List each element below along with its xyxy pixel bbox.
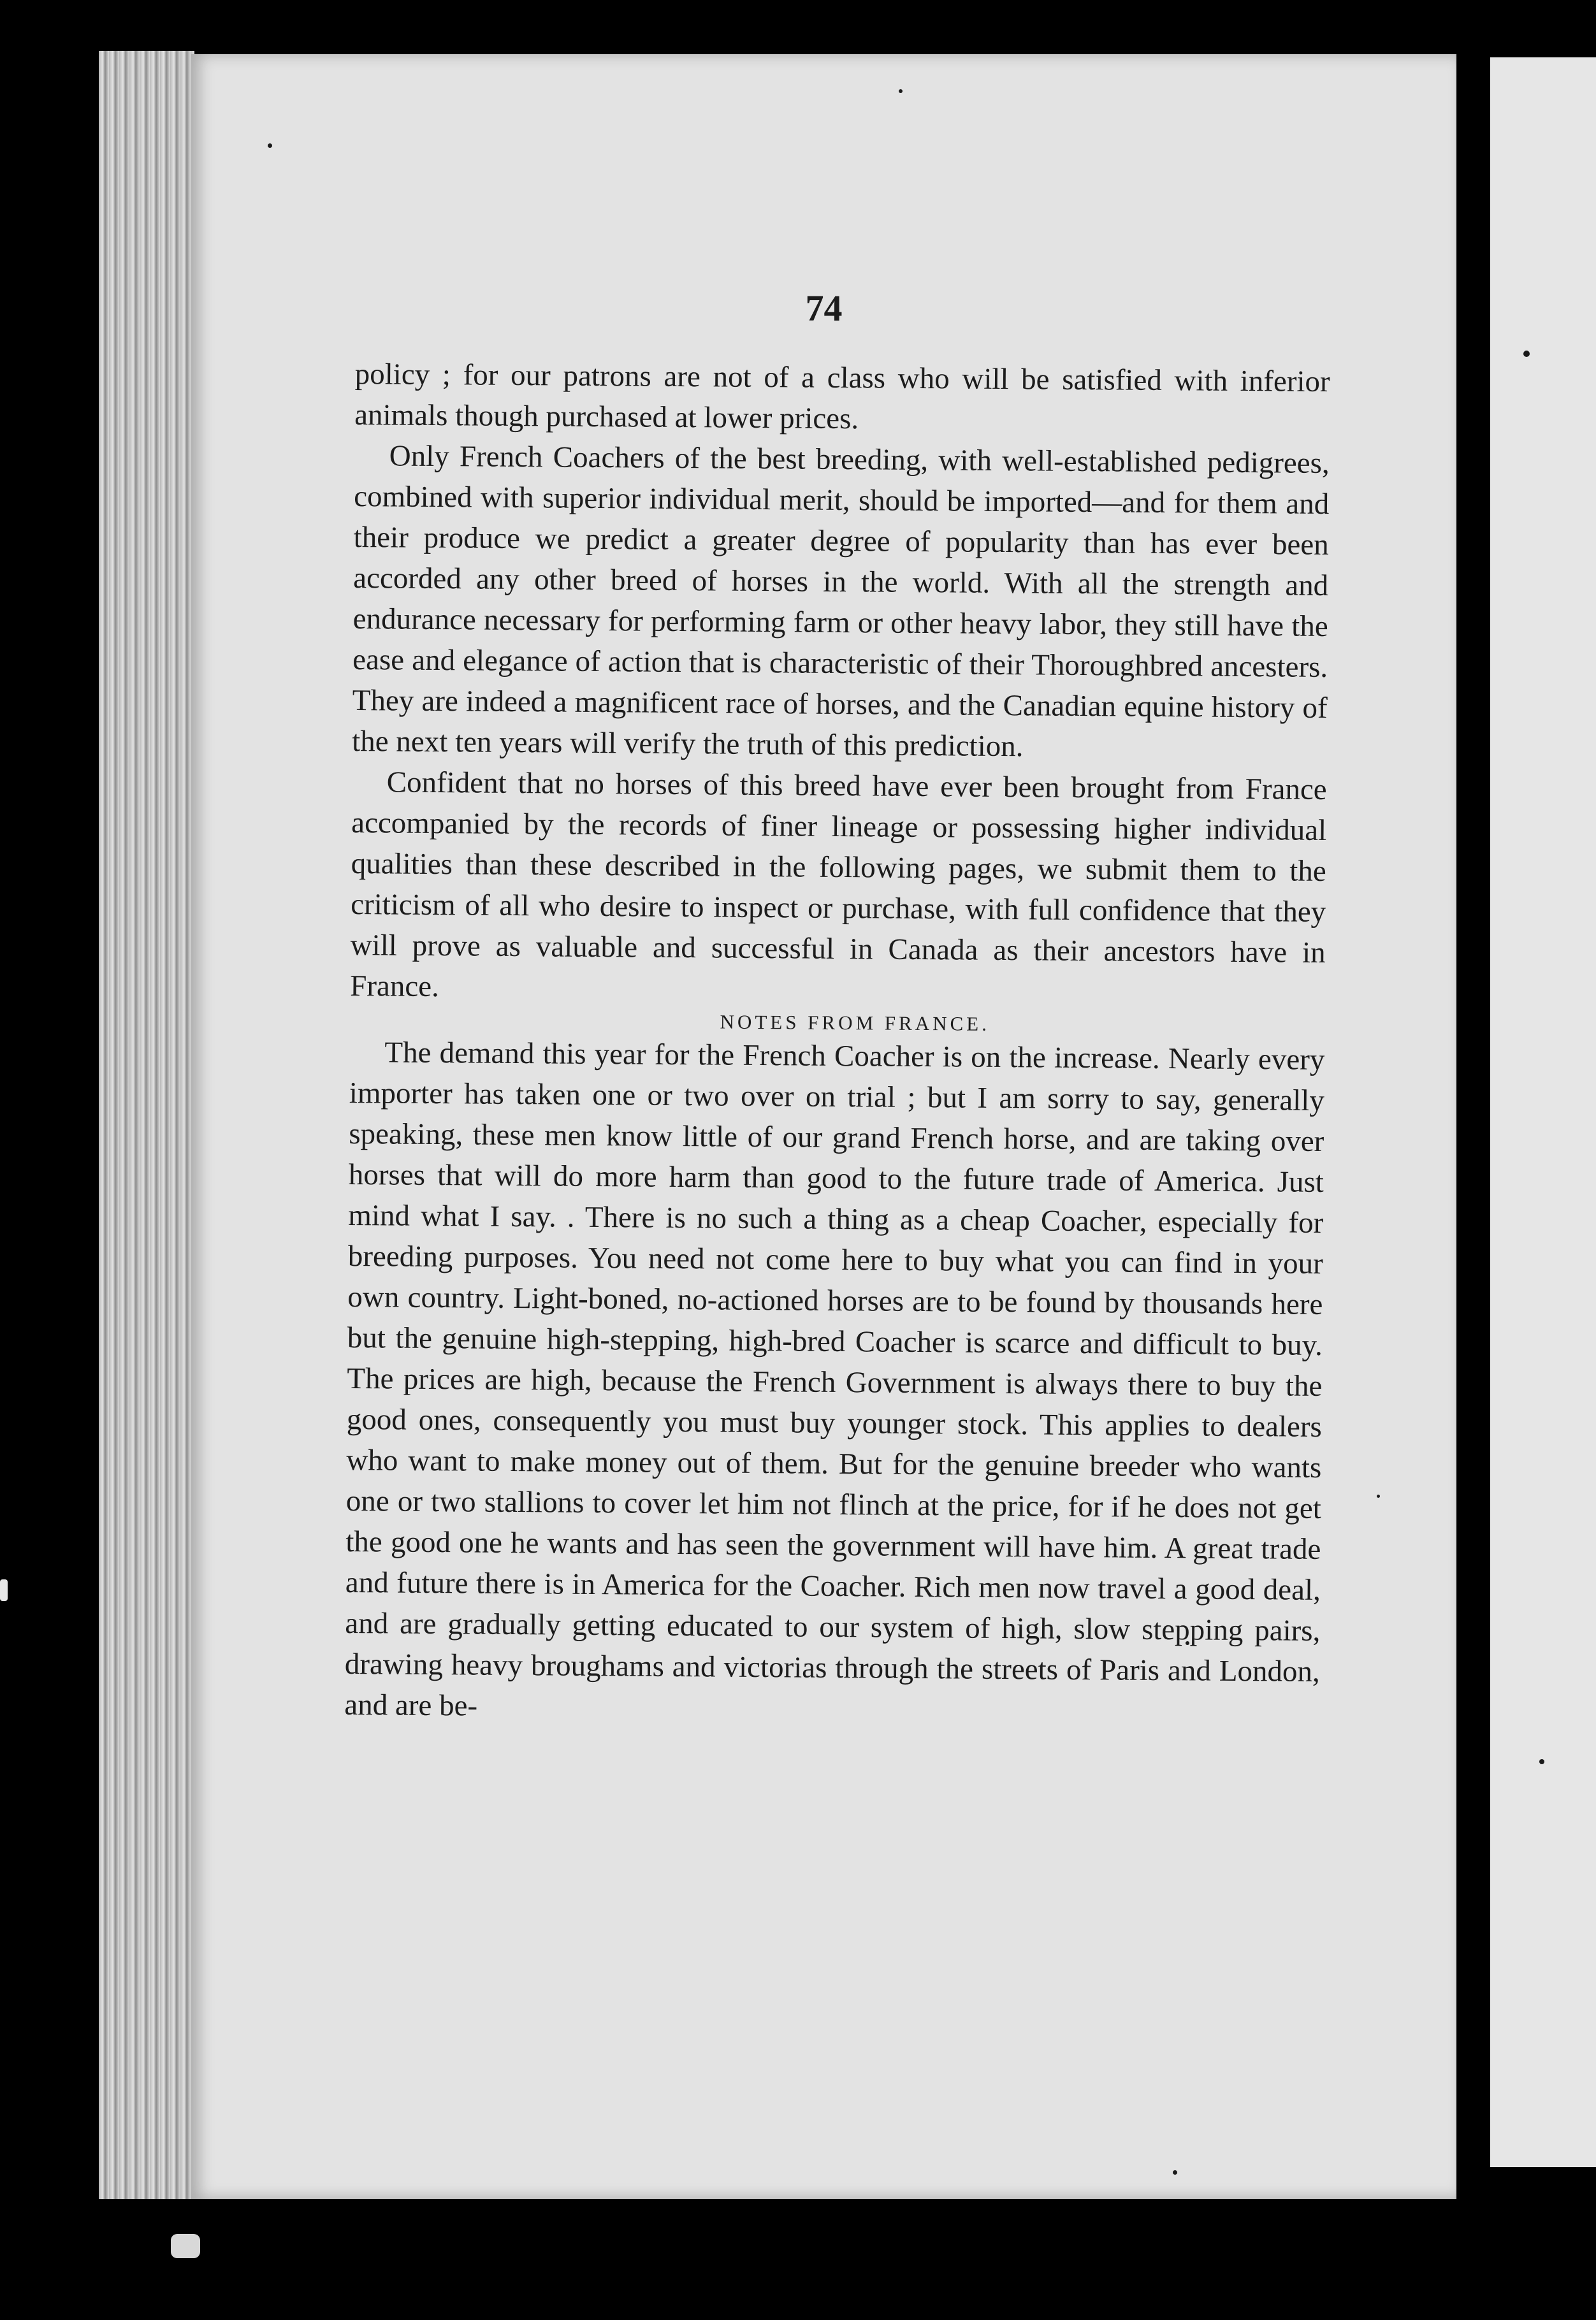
paragraph: Confident that no horses of this breed have ever been brought from France accompanied by the records of finer lineage or possessing higher individual qualities than these described in the following pages, we submit them to the criticism of all who desire to inspect or purchase, with full confidence that they will prove as valuable and successful in Canada as their ancestors have in France. [350,765,1327,1004]
book-page [191,54,1456,2199]
ink-speck [1377,1495,1380,1498]
paragraph: policy ; for our patrons are not of a class who will be satisfied with inferior animals though purchased at lower prices. [354,357,1330,436]
paragraph: The demand this year for the French Coacher is on the increase. Nearly every importer has taken one or two over on trial ; but I am sorry to say, generally speaking, these men know little of our grand French horse, and are taking over horses that will do more harm than good to the future trade of America. Just mind what I say. . There is no such a thing as a cheap Coacher, especially for breeding purposes. You need not come here to buy what you can find in your own country. Light-boned, no-actioned horses are to be found by thousands here but the genuine high-stepping, high-bred Coacher is scarce and difficult to buy. The prices are high, because the French Government is always there to buy the good ones, consequently you must buy younger stock. This applies to dealers who want to make money out of them. But for the genuine breeder who wants one or two stallions to cover let him not flinch at the price, for if he does not get the good one he wants and has seen the government will have him. A great trade and future there is in America for the Coacher. Rich men now travel a good deal, and are gradually getting educated to our system of high, slow stepping pairs, drawing heavy broughams and victorias through the streets of Paris and London, and are be- [344,1036,1325,1723]
scan-artifact [171,2234,200,2258]
body-text [344,354,1330,1733]
ink-speck [899,89,903,93]
page-edges [99,51,194,2199]
ink-speck [268,143,272,148]
section-heading: NOTES FROM FRANCE. [720,1010,990,1035]
page-number: 74 [805,287,843,329]
ink-speck [1173,2170,1177,2175]
paragraph: Only French Coachers of the best breeding, with well-established pedigrees, combined with superior individual merit, should be imported—and for them and their produce we predict a greater degree of popularity than has ever been accorded any other breed of horses in the world. With all the strength and endurance necessary for performing farm or other heavy labor, they still have the ease and elegance of action that is characteristic of their Thoroughbred ancesters. They are indeed a magnificent race of horses, and the Canadian equine history of the next ten years will verify the truth of this prediction. [352,439,1330,764]
scan-artifact [0,1579,8,1601]
ink-speck [1523,351,1530,357]
ink-speck [1539,1759,1544,1764]
facing-page-edge [1490,57,1596,2167]
